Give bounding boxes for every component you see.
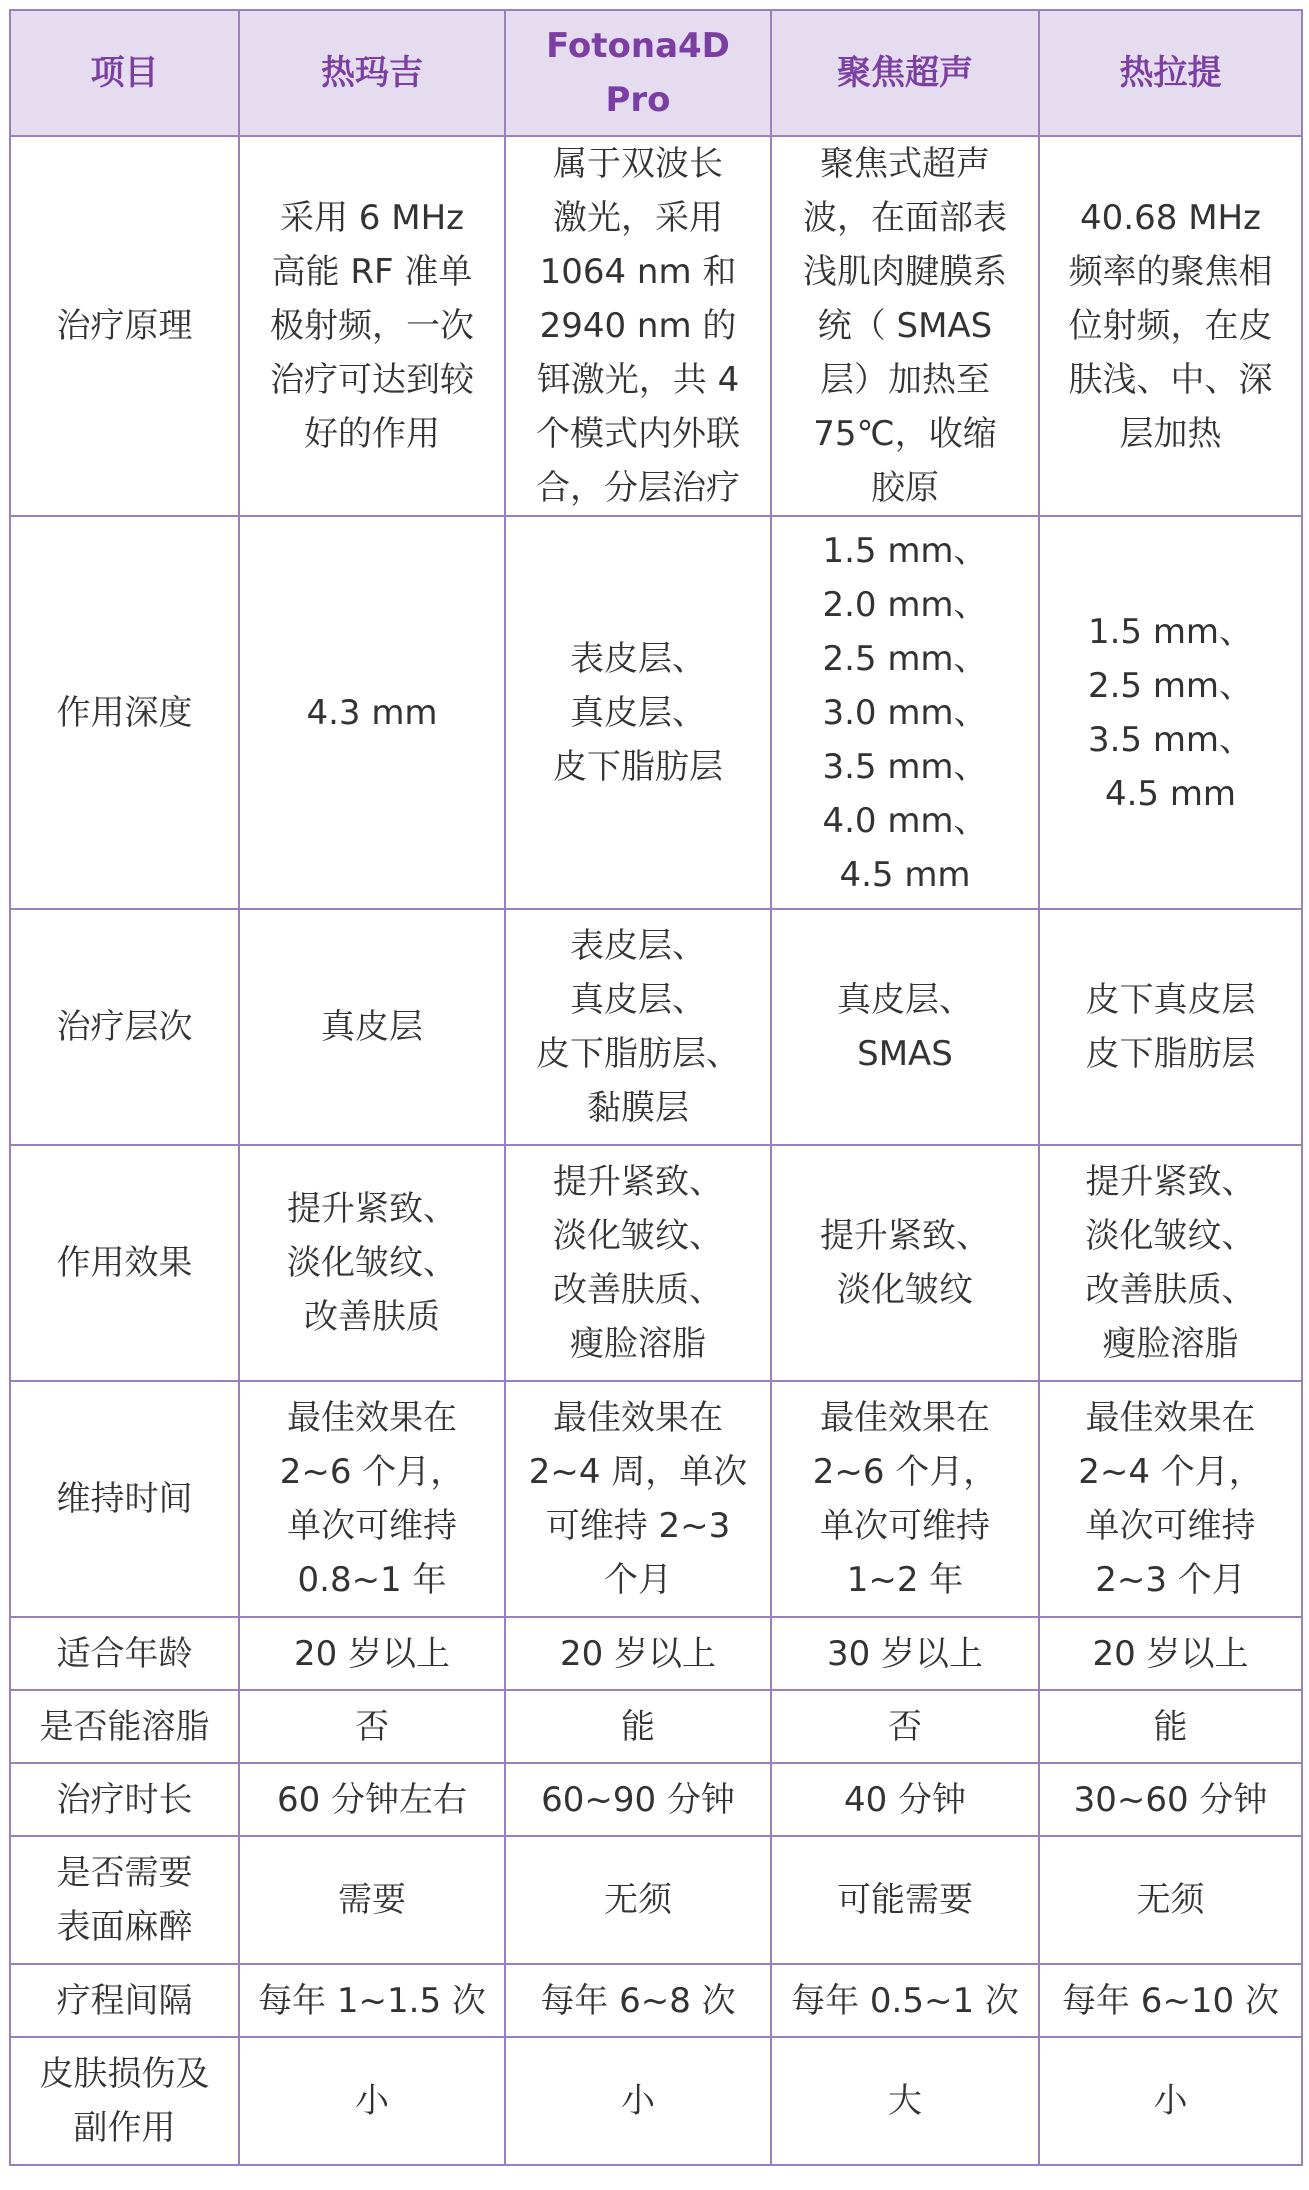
row-label: 皮肤损伤及 副作用 — [10, 2037, 239, 2165]
table-cell: 表皮层、 真皮层、 皮下脂肪层 — [505, 516, 771, 909]
header-cell-thermage: 热玛吉 — [239, 10, 505, 136]
table-cell: 可能需要 — [771, 1836, 1039, 1964]
table-cell: 20 岁以上 — [239, 1617, 505, 1690]
table-cell: 提升紧致、 淡化皱纹 — [771, 1145, 1039, 1381]
table-row — [10, 516, 1302, 909]
table-row — [10, 909, 1302, 1145]
table-cell: 20 岁以上 — [1039, 1617, 1302, 1690]
table-row — [10, 1690, 1302, 1763]
table-cell: 1.5 mm、 2.5 mm、 3.5 mm、 4.5 mm — [1039, 516, 1302, 909]
row-label: 适合年龄 — [10, 1617, 239, 1690]
table-row — [10, 1617, 1302, 1690]
table-cell: 20 岁以上 — [505, 1617, 771, 1690]
row-label: 作用效果 — [10, 1145, 239, 1381]
table-cell: 能 — [1039, 1690, 1302, 1763]
row-label: 治疗层次 — [10, 909, 239, 1145]
row-label: 疗程间隔 — [10, 1964, 239, 2037]
table-cell: 小 — [1039, 2037, 1302, 2165]
table-cell: 每年 1~1.5 次 — [239, 1964, 505, 2037]
table-cell: 采用 6 MHz 高能 RF 准单 极射频，一次 治疗可达到较 好的作用 — [239, 136, 505, 516]
row-label: 是否能溶脂 — [10, 1690, 239, 1763]
table-cell: 每年 0.5~1 次 — [771, 1964, 1039, 2037]
table-row — [10, 2037, 1302, 2165]
table-cell: 每年 6~8 次 — [505, 1964, 771, 2037]
table-cell: 需要 — [239, 1836, 505, 1964]
table-cell: 4.3 mm — [239, 516, 505, 909]
table-cell: 1.5 mm、 2.0 mm、 2.5 mm、 3.0 mm、 3.5 mm、 4.0 mm、 4.5 mm — [771, 516, 1039, 909]
comparison-table — [9, 9, 1303, 2166]
table-cell: 提升紧致、 淡化皱纹、 改善肤质 — [239, 1145, 505, 1381]
table-cell: 60 分钟左右 — [239, 1763, 505, 1836]
table-cell: 40.68 MHz 频率的聚焦相 位射频，在皮 肤浅、中、深 层加热 — [1039, 136, 1302, 516]
table-cell: 否 — [771, 1690, 1039, 1763]
table-cell: 30~60 分钟 — [1039, 1763, 1302, 1836]
row-label: 治疗原理 — [10, 136, 239, 516]
table-cell: 无须 — [505, 1836, 771, 1964]
table-cell: 30 岁以上 — [771, 1617, 1039, 1690]
header-cell-fotona4d-pro: Fotona4D Pro — [505, 10, 771, 136]
table-cell: 最佳效果在 2~6 个月， 单次可维持 0.8~1 年 — [239, 1381, 505, 1617]
table-cell: 真皮层、 SMAS — [771, 909, 1039, 1145]
table-row — [10, 136, 1302, 516]
table-cell: 40 分钟 — [771, 1763, 1039, 1836]
table-cell: 小 — [239, 2037, 505, 2165]
table-row — [10, 1964, 1302, 2037]
table-cell: 最佳效果在 2~4 个月， 单次可维持 2~3 个月 — [1039, 1381, 1302, 1617]
table-row — [10, 1381, 1302, 1617]
header-cell-item: 项目 — [10, 10, 239, 136]
row-label: 治疗时长 — [10, 1763, 239, 1836]
comparison-table-container — [9, 9, 1301, 2166]
table-cell: 大 — [771, 2037, 1039, 2165]
table-cell: 60~90 分钟 — [505, 1763, 771, 1836]
table-cell: 小 — [505, 2037, 771, 2165]
table-cell: 能 — [505, 1690, 771, 1763]
table-cell: 真皮层 — [239, 909, 505, 1145]
row-label: 是否需要 表面麻醉 — [10, 1836, 239, 1964]
row-label: 作用深度 — [10, 516, 239, 909]
header-row — [10, 10, 1302, 136]
table-cell: 表皮层、 真皮层、 皮下脂肪层、 黏膜层 — [505, 909, 771, 1145]
table-row — [10, 1836, 1302, 1964]
table-cell: 聚焦式超声 波，在面部表 浅肌肉腱膜系 统（ SMAS 层）加热至 75℃，收缩 胶原 — [771, 136, 1039, 516]
table-cell: 提升紧致、 淡化皱纹、 改善肤质、 瘦脸溶脂 — [1039, 1145, 1302, 1381]
table-cell: 提升紧致、 淡化皱纹、 改善肤质、 瘦脸溶脂 — [505, 1145, 771, 1381]
row-label: 维持时间 — [10, 1381, 239, 1617]
table-cell: 最佳效果在 2~6 个月， 单次可维持 1~2 年 — [771, 1381, 1039, 1617]
table-cell: 无须 — [1039, 1836, 1302, 1964]
table-row — [10, 1145, 1302, 1381]
table-cell: 皮下真皮层 皮下脂肪层 — [1039, 909, 1302, 1145]
table-cell: 每年 6~10 次 — [1039, 1964, 1302, 2037]
table-cell: 最佳效果在 2~4 周，单次 可维持 2~3 个月 — [505, 1381, 771, 1617]
table-cell: 否 — [239, 1690, 505, 1763]
header-cell-thermolift: 热拉提 — [1039, 10, 1302, 136]
table-row — [10, 1763, 1302, 1836]
header-cell-focused-ultrasound: 聚焦超声 — [771, 10, 1039, 136]
table-cell: 属于双波长 激光，采用 1064 nm 和 2940 nm 的 铒激光，共 4 个模式内外联 合，分层治疗 — [505, 136, 771, 516]
